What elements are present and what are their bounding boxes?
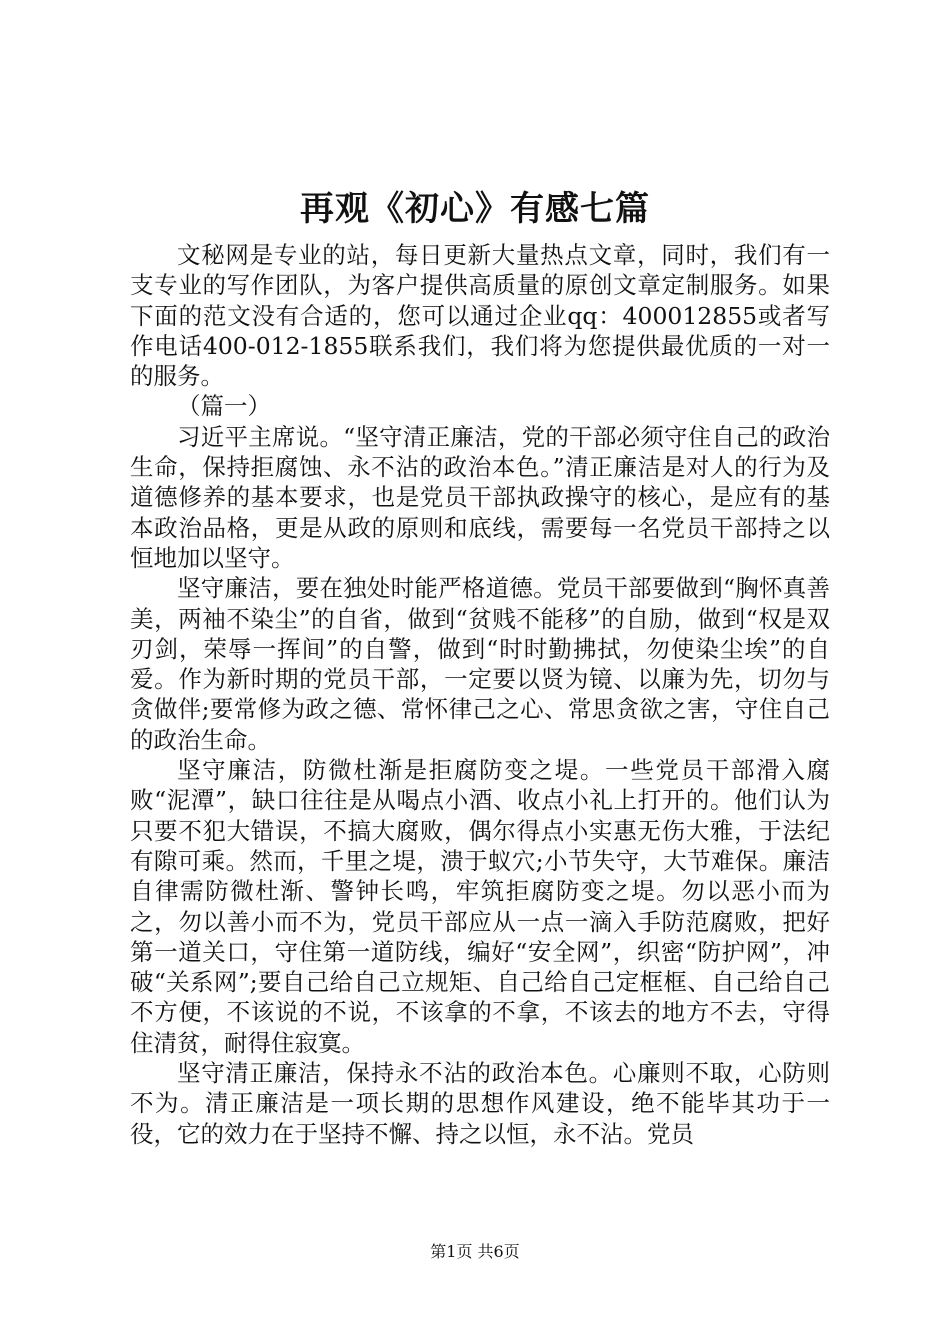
paragraph: 坚守廉洁，防微杜渐是拒腐防变之堤。一些党员干部滑入腐败“泥潭”，缺口往往是从喝点小酒、收点小礼上打开的。他们认为只要不犯大错误，不搞大腐败，偶尔得点小实惠无伤大雅，于法纪有隙可乘。然而，千里之堤，溃于蚁穴;小节失守，大节难保。廉洁自律需防微杜渐、警钟长鸣，牢筑拒腐防变之堤。勿以恶小而为之，勿以善小而不为，党员干部应从一点一滴入手防范腐败，把好第一道关口，守住第一道防线，编好“安全网”，织密“防护网”，冲破“关系网”;要自己给自己立规矩、自己给自己定框框、自己给自己不方便，不该说的不说，不该拿的不拿，不该去的地方不去，守得住清贫，耐得住寂寞。: [130, 756, 830, 1057]
paragraph-intro: 文秘网是专业的站，每日更新大量热点文章，同时，我们有一支专业的写作团队，为客户提供高质量的原创文章定制服务。如果下面的范文没有合适的，您可以通过企业qq：400012855或者写作电话400-012-1855联系我们，我们将为您提供最优质的一对一的服务。: [130, 241, 830, 391]
paragraph: 习近平主席说。“坚守清正廉洁，党的干部必须守住自己的政治生命，保持拒腐蚀、永不沾的政治本色。”清正廉洁是对人的行为及道德修养的基本要求，也是党员干部执政操守的核心，是应有的基本政治品格，更是从政的原则和底线，需要每一名党员干部持之以恒地加以坚守。: [130, 422, 830, 572]
section-heading: （篇一）: [177, 392, 271, 421]
document-title: 再观《初心》有感七篇: [300, 189, 650, 229]
document-body: [130, 240, 830, 1149]
page-footer: 第1页 共6页: [430, 1242, 520, 1261]
paragraph: 坚守廉洁，要在独处时能严格道德。党员干部要做到“胸怀真善美，两袖不染尘”的自省，做到“贫贱不能移”的自励，做到“权是双刃剑，荣辱一挥间”的自警，做到“时时勤拂拭，勿使染尘埃”的自爱。作为新时期的党员干部，一定要以贤为镜、以廉为先，切勿与贪做伴;要常修为政之德、常怀律己之心、常思贪欲之害，守住自己的政治生命。: [130, 574, 830, 754]
paragraph: 坚守清正廉洁，保持永不沾的政治本色。心廉则不取，心防则不为。清正廉洁是一项长期的思想作风建设，绝不能毕其功于一役，它的效力在于坚持不懈、持之以恒，永不沾。党员: [130, 1059, 830, 1148]
